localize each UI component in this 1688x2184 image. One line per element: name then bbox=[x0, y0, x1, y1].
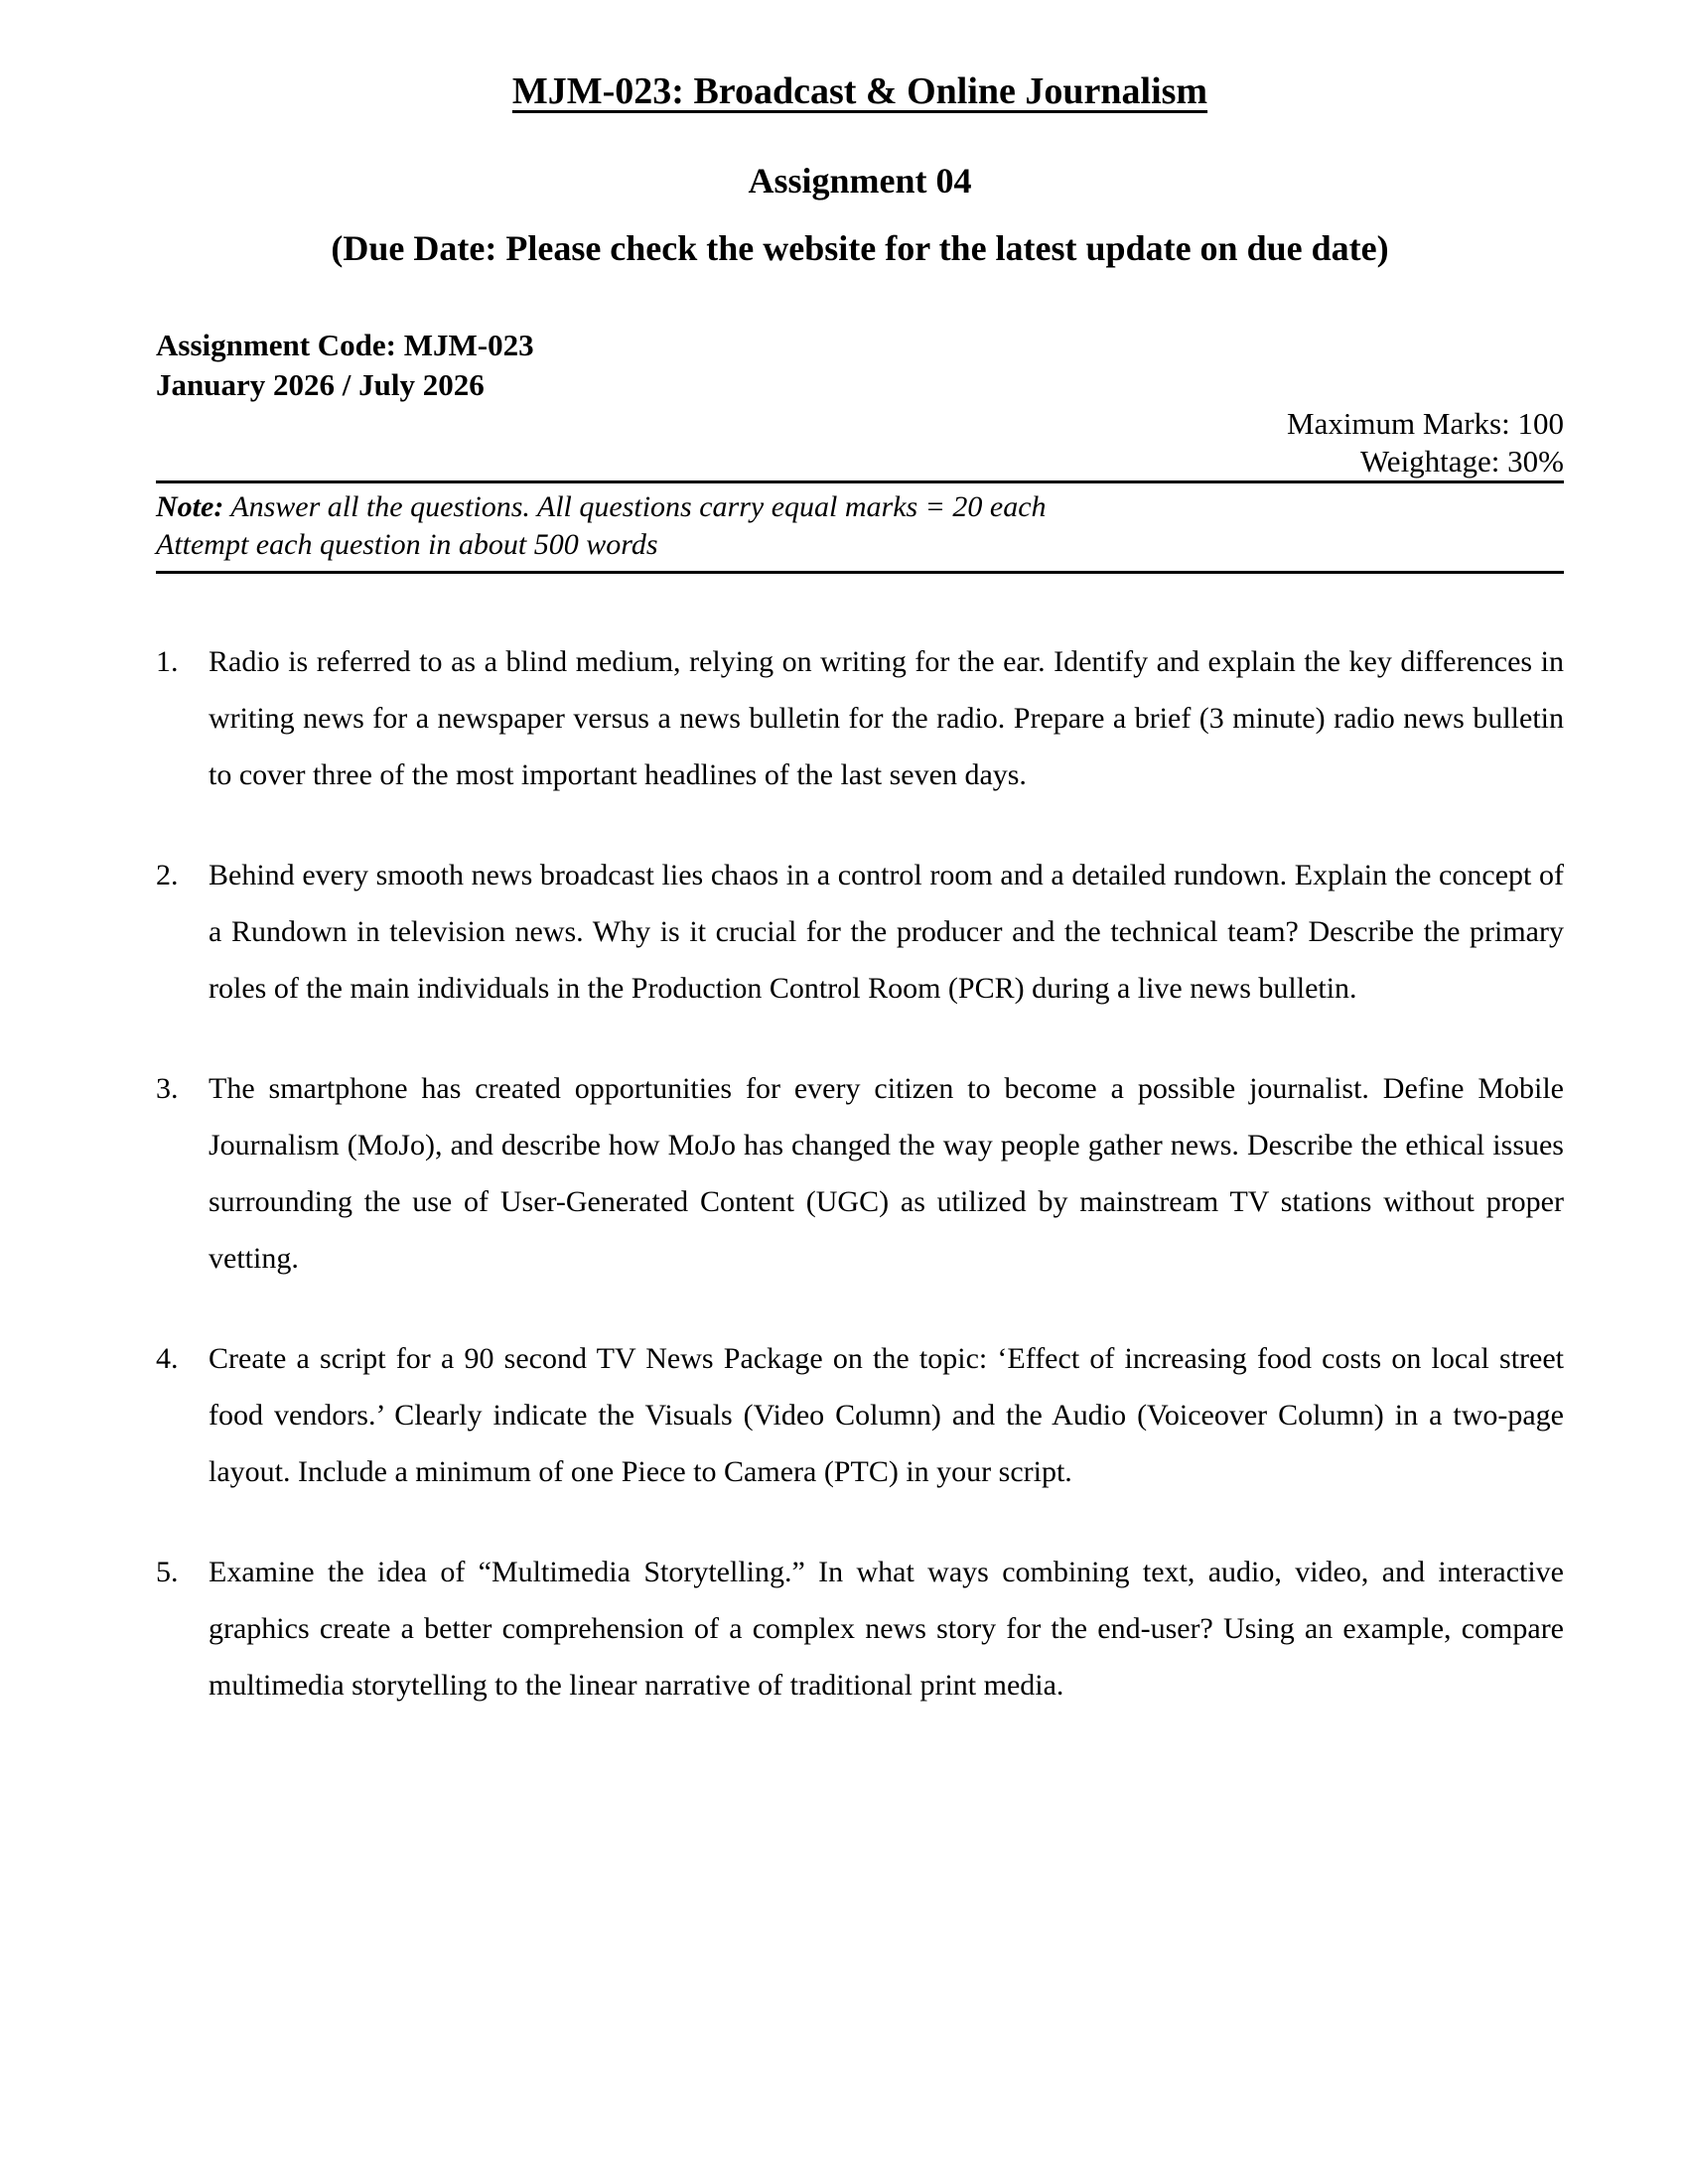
question-item-1 bbox=[156, 633, 1564, 803]
question-number: 4. bbox=[156, 1342, 179, 1375]
question-text: The smartphone has created opportunities for every citizen to become a possible journalist. Define Mobile Journalism (MoJo), and describe how MoJo has changed the way people gather news. Describe the ethical issues surrounding the use of User-Generated Content (UGC) as utilized by mainstream TV stations without proper vetting. bbox=[209, 1072, 1564, 1275]
assignment-number-title: Assignment 04 bbox=[748, 161, 972, 201]
question-number: 5. bbox=[156, 1556, 179, 1588]
question-item-5 bbox=[156, 1544, 1564, 1713]
weightage-line: Weightage: 30% bbox=[1360, 444, 1564, 478]
question-item-4 bbox=[156, 1330, 1564, 1500]
assignment-info-block bbox=[156, 326, 1564, 405]
question-number: 2. bbox=[156, 859, 179, 891]
question-text: Examine the idea of “Multimedia Storytelling.” In what ways combining text, audio, video, and interactive graphics create a better comprehension of a complex news story for the end-user? Using an example, compare multimedia storytelling to the linear narrative of traditional print media. bbox=[209, 1556, 1564, 1702]
question-text: Radio is referred to as a blind medium, relying on writing for the ear. Identify and explain the key differences in writing news for a newspaper versus a news bulletin for the radio. Prepare a brief (3 minute) radio news bulletin to cover three of the most important headlines of the last seven days. bbox=[209, 645, 1564, 791]
course-title: MJM-023: Broadcast & Online Journalism bbox=[511, 70, 1208, 112]
question-text: Behind every smooth news broadcast lies chaos in a control room and a detailed rundown. Explain the concept of a Rundown in television news. Why is it crucial for the producer and the technical team? Describe the primary roles of the main individuals in the Production Control Room (PCR) during a live news bulletin. bbox=[209, 859, 1564, 1005]
marks-block bbox=[156, 405, 1564, 480]
question-item-3 bbox=[156, 1060, 1564, 1287]
question-text: Create a script for a 90 second TV News Package on the topic: ‘Effect of increasing food costs on local street food vendors.’ Clearly indicate the Visuals (Video Column) and the Audio (Voiceover Column) in a two-page layout. Include a minimum of one Piece to Camera (PTC) in your script. bbox=[209, 1342, 1564, 1488]
note-line-1 bbox=[156, 488, 1564, 526]
note-label: Note: bbox=[156, 490, 224, 523]
due-date-line: (Due Date: Please check the website for the latest update on due date) bbox=[331, 228, 1389, 268]
note-line-2: Attempt each question in about 500 words bbox=[156, 528, 658, 561]
question-number: 3. bbox=[156, 1072, 179, 1105]
assignment-code-line: Assignment Code: MJM-023 bbox=[156, 328, 534, 362]
session-line: January 2026 / July 2026 bbox=[156, 367, 485, 402]
questions-list bbox=[156, 633, 1564, 1713]
note-box bbox=[156, 480, 1564, 574]
question-number: 1. bbox=[156, 645, 179, 678]
note-line-1-text: Answer all the questions. All questions carry equal marks = 20 each bbox=[230, 490, 1047, 523]
maximum-marks-line: Maximum Marks: 100 bbox=[1287, 406, 1564, 441]
question-item-2 bbox=[156, 847, 1564, 1017]
